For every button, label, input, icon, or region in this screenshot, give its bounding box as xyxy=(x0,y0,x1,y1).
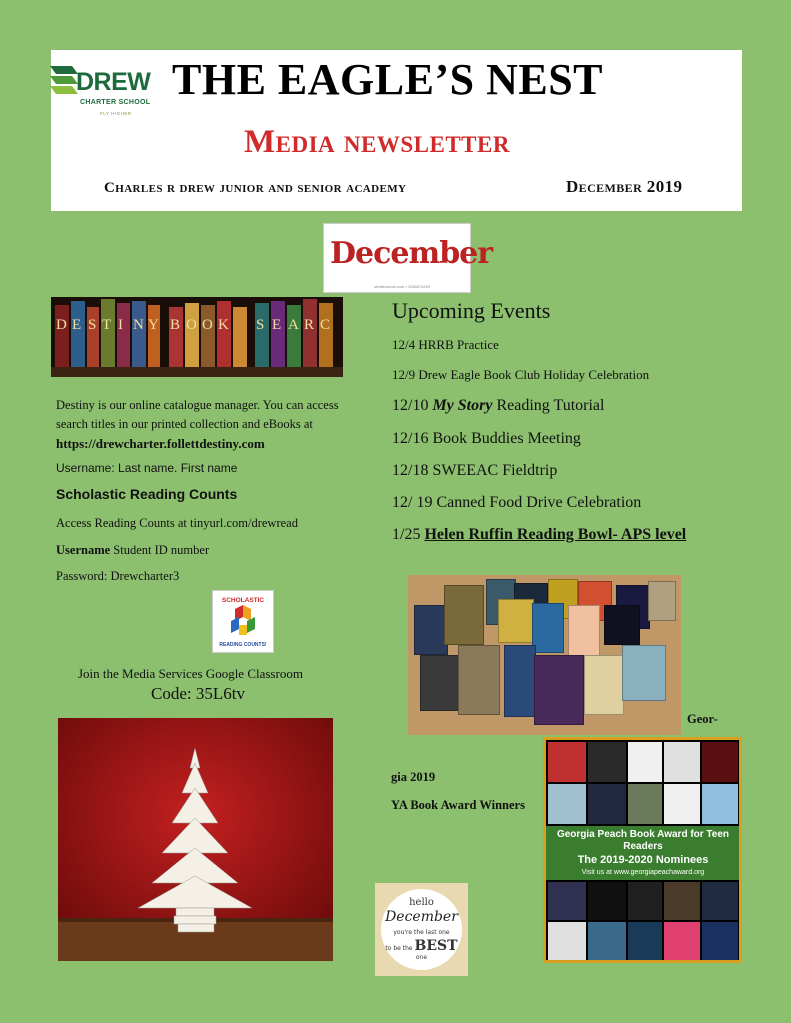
logo-subtitle: CHARTER SCHOOL xyxy=(80,99,151,106)
peach-award-subtitle: The 2019-2020 Nominees xyxy=(577,854,709,866)
nominee-cover xyxy=(588,922,626,960)
nominee-cover xyxy=(664,742,700,782)
peach-award-title: Georgia Peach Book Award for Teen Readers xyxy=(556,829,730,852)
scholastic-reading-counts-logo xyxy=(212,590,274,653)
destiny-description-text: Destiny is our online catalogue manager. You can access search titles in our printed collection and eBooks at xyxy=(56,398,339,431)
hello-text: hello xyxy=(409,897,434,908)
nominee-cover xyxy=(702,882,738,920)
award-caption-part2: gia 2019 xyxy=(391,770,436,784)
nominee-cover xyxy=(702,742,738,782)
svg-text:I: I xyxy=(118,317,123,333)
svg-text:B: B xyxy=(170,317,181,333)
nominee-cover xyxy=(628,784,662,824)
event-text: Book Buddies Meeting xyxy=(428,430,581,447)
destiny-url-link[interactable]: https://drewcharter.follettdestiny.com xyxy=(56,436,265,451)
src-password-value: : Drewcharter3 xyxy=(103,569,180,583)
svg-text:A: A xyxy=(288,317,299,333)
event-text: SWEEAC Fieldtrip xyxy=(428,462,558,479)
december-banner-image xyxy=(323,223,493,293)
banner-credit: shutterstock.com • 1158874249 xyxy=(374,284,430,289)
event-date: 12/9 xyxy=(392,367,416,382)
award-caption-part3: YA Book Award Winners xyxy=(391,798,525,812)
event-date: 1/25 xyxy=(392,526,425,543)
book-spines-illustration xyxy=(51,297,343,377)
georgia-peach-banner xyxy=(546,826,739,880)
drew-charter-logo xyxy=(50,62,160,128)
nominee-cover xyxy=(548,742,586,782)
event-item xyxy=(392,526,686,544)
hello-december-image xyxy=(375,883,468,976)
issue-date: December 2019 xyxy=(566,177,683,196)
nominee-cover xyxy=(664,784,700,824)
book-cover xyxy=(414,605,448,655)
svg-text:T: T xyxy=(102,317,112,333)
svg-text:O: O xyxy=(186,317,197,333)
nominee-cover xyxy=(628,882,662,920)
book-cover xyxy=(532,603,564,653)
event-item xyxy=(392,397,604,415)
src-username-info xyxy=(56,541,209,560)
event-date: 12/18 xyxy=(392,462,429,479)
nominee-cover xyxy=(702,784,738,824)
logo-tagline: FLY HIGHER xyxy=(100,111,132,116)
event-text: Reading Tutorial xyxy=(492,397,605,414)
logo-top-text: SCHOLASTIC xyxy=(221,597,265,604)
src-password-label: Password xyxy=(56,569,104,583)
best-suffix: one xyxy=(415,954,428,961)
nominee-cover xyxy=(588,882,626,920)
book-christmas-tree-image xyxy=(58,718,333,961)
georgia-peach-nominees-collage xyxy=(543,737,742,963)
book-cover xyxy=(420,655,460,711)
event-item xyxy=(392,337,499,353)
svg-text:S: S xyxy=(256,317,265,333)
src-password-info xyxy=(56,567,179,586)
svg-text:D: D xyxy=(56,317,67,333)
google-classroom-code: Code: 35L6tv xyxy=(151,684,245,703)
december-word: December xyxy=(330,236,493,271)
svg-text:C: C xyxy=(320,317,331,333)
svg-text:K: K xyxy=(218,317,229,333)
nominee-cover xyxy=(664,882,700,920)
svg-text:R: R xyxy=(304,317,315,333)
event-date: 12/ 19 xyxy=(392,494,433,511)
book-cover xyxy=(504,645,536,717)
nominee-cover xyxy=(628,742,662,782)
event-text: Canned Food Drive Celebration xyxy=(432,494,642,511)
book-cover xyxy=(534,655,584,725)
destiny-book-search-image xyxy=(51,297,343,377)
book-cover xyxy=(444,585,484,645)
book-cover xyxy=(622,645,666,701)
logo-bottom-text: READING COUNTS! xyxy=(219,642,267,648)
nominee-cover xyxy=(588,784,626,824)
src-username-label: Username xyxy=(56,543,111,557)
event-text: HRRB Practice xyxy=(415,337,499,352)
best-prefix: to be the xyxy=(385,945,415,952)
logo-wordmark: DREW xyxy=(76,68,151,96)
svg-text:E: E xyxy=(72,317,82,333)
award-caption-part1: Geor- xyxy=(687,712,718,726)
event-date: 12/16 xyxy=(392,430,429,447)
book-cover xyxy=(498,599,534,643)
event-item xyxy=(392,367,649,383)
best-word: BEST xyxy=(414,938,458,954)
nominee-cover xyxy=(548,784,586,824)
school-name: Charles r drew junior and senior academy xyxy=(104,180,407,196)
google-classroom-invite: Join the Media Services Google Classroom xyxy=(78,666,303,681)
book-cover xyxy=(584,655,624,715)
nominee-cover xyxy=(548,882,586,920)
destiny-username-info: Username: Last name. First name xyxy=(56,461,238,475)
nominee-cover xyxy=(664,922,700,960)
december-script-text: December xyxy=(385,909,458,925)
best-one-text xyxy=(381,938,462,961)
src-heading: Scholastic Reading Counts xyxy=(56,486,238,502)
event-item xyxy=(392,430,581,448)
last-one-text: you're the last one xyxy=(393,929,450,936)
reading-counts-cubes-icon xyxy=(213,591,273,652)
event-item xyxy=(392,494,641,512)
event-date: 12/4 xyxy=(392,337,416,352)
peach-award-url: Visit us at www.georgiapeachaward.org xyxy=(581,869,705,876)
svg-text:E: E xyxy=(272,317,282,333)
book-cover xyxy=(604,605,640,645)
newsletter-title: THE EAGLE’S NEST xyxy=(172,55,604,104)
book-club-books-photo xyxy=(408,575,681,735)
upcoming-events-heading: Upcoming Events xyxy=(392,298,551,323)
src-username-value: Student ID number xyxy=(110,543,210,557)
src-access-info: Access Reading Counts at tinyurl.com/drewread xyxy=(56,516,298,530)
event-text: Drew Eagle Book Club Holiday Celebration xyxy=(415,367,650,382)
book-cover xyxy=(568,605,600,657)
hello-december-badge xyxy=(381,889,462,970)
nominee-cover xyxy=(702,922,738,960)
event-item xyxy=(392,462,557,480)
svg-text:Y: Y xyxy=(148,317,159,333)
svg-text:O: O xyxy=(202,317,213,333)
nominee-cover xyxy=(628,922,662,960)
event-date: 12/10 xyxy=(392,397,433,414)
newsletter-subtitle: Media newsletter xyxy=(244,124,510,160)
nominee-cover xyxy=(588,742,626,782)
event-emphasis: My Story xyxy=(432,397,493,414)
book-cover xyxy=(648,581,676,621)
book-tree-illustration xyxy=(58,718,333,961)
destiny-description xyxy=(56,396,346,454)
book-cover xyxy=(458,645,500,715)
svg-text:N: N xyxy=(133,317,144,333)
svg-text:S: S xyxy=(88,317,97,333)
nominee-cover xyxy=(548,922,586,960)
helen-ruffin-link[interactable]: Helen Ruffin Reading Bowl- APS level xyxy=(424,526,687,543)
